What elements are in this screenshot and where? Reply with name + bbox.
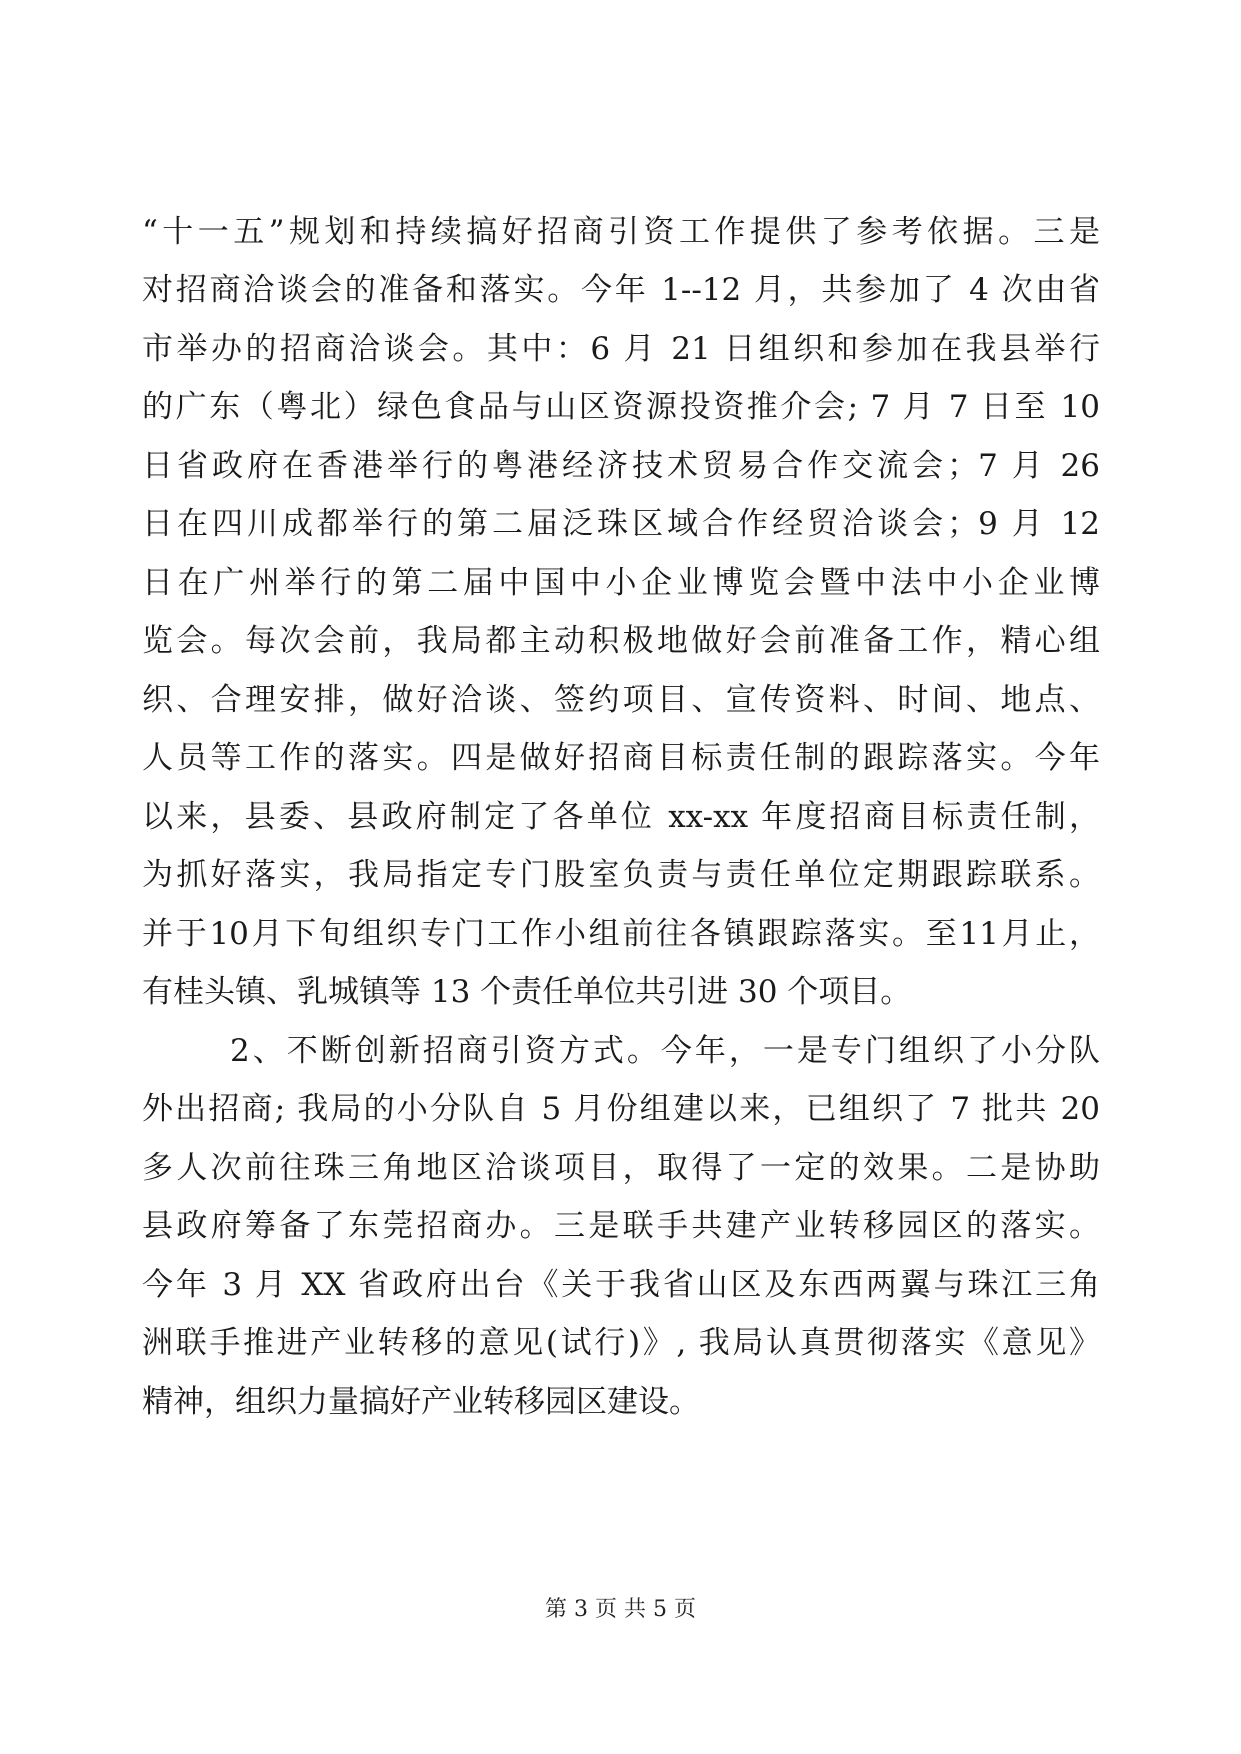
body-line-11: 以来，县委、县政府制定了各单位 xx-xx 年度招商目标责任制， [142, 799, 1100, 835]
body-line-16: 外出招商; 我局的小分队自 5 月份组建以来，已组织了 7 批共 20 [142, 1091, 1100, 1127]
page-footer: 第 3 页 共 5 页 [545, 1597, 696, 1622]
body-line-13: 并于10月下旬组织专门工作小组前往各镇跟踪落实。至11月止， [142, 916, 1100, 952]
body-line-7: 日在广州举行的第二届中国中小企业博览会暨中法中小企业博 [142, 565, 1100, 601]
body-line-21: 精神，组织力量搞好产业转移园区建设。 [142, 1384, 700, 1420]
body-line-5: 日省政府在香港举行的粤港经济技术贸易合作交流会；7 月 26 [142, 448, 1100, 484]
body-line-9: 织、合理安排，做好洽谈、签约项目、宣传资料、时间、地点、 [142, 682, 1100, 718]
body-line-12: 为抓好落实，我局指定专门股室负责与责任单位定期跟踪联系。 [142, 857, 1100, 893]
body-line-1: “十一五”规划和持续搞好招商引资工作提供了参考依据。三是 [142, 214, 1100, 250]
body-line-15: 2、不断创新招商引资方式。今年，一是专门组织了小分队 [230, 1033, 1100, 1069]
body-line-18: 县政府筹备了东莞招商办。三是联手共建产业转移园区的落实。 [142, 1208, 1100, 1244]
body-line-19: 今年 3 月 XX 省政府出台《关于我省山区及东西两翼与珠江三角 [142, 1267, 1100, 1303]
body-line-2: 对招商洽谈会的准备和落实。今年 1--12 月，共参加了 4 次由省 [142, 272, 1100, 308]
body-line-14: 有桂头镇、乳城镇等 13 个责任单位共引进 30 个项目。 [142, 974, 912, 1010]
body-line-3: 市举办的招商洽谈会。其中：6 月 21 日组织和参加在我县举行 [142, 331, 1100, 367]
body-line-20: 洲联手推进产业转移的意见(试行)》, 我局认真贯彻落实《意见》 [142, 1325, 1100, 1361]
body-line-10: 人员等工作的落实。四是做好招商目标责任制的跟踪落实。今年 [142, 740, 1100, 776]
body-line-6: 日在四川成都举行的第二届泛珠区域合作经贸洽谈会；9 月 12 [142, 506, 1100, 542]
body-line-8: 览会。每次会前，我局都主动积极地做好会前准备工作，精心组 [142, 623, 1100, 659]
body-line-17: 多人次前往珠三角地区洽谈项目，取得了一定的效果。二是协助 [142, 1150, 1100, 1186]
body-line-4: 的广东（粤北）绿色食品与山区资源投资推介会; 7 月 7 日至 10 [142, 389, 1100, 425]
